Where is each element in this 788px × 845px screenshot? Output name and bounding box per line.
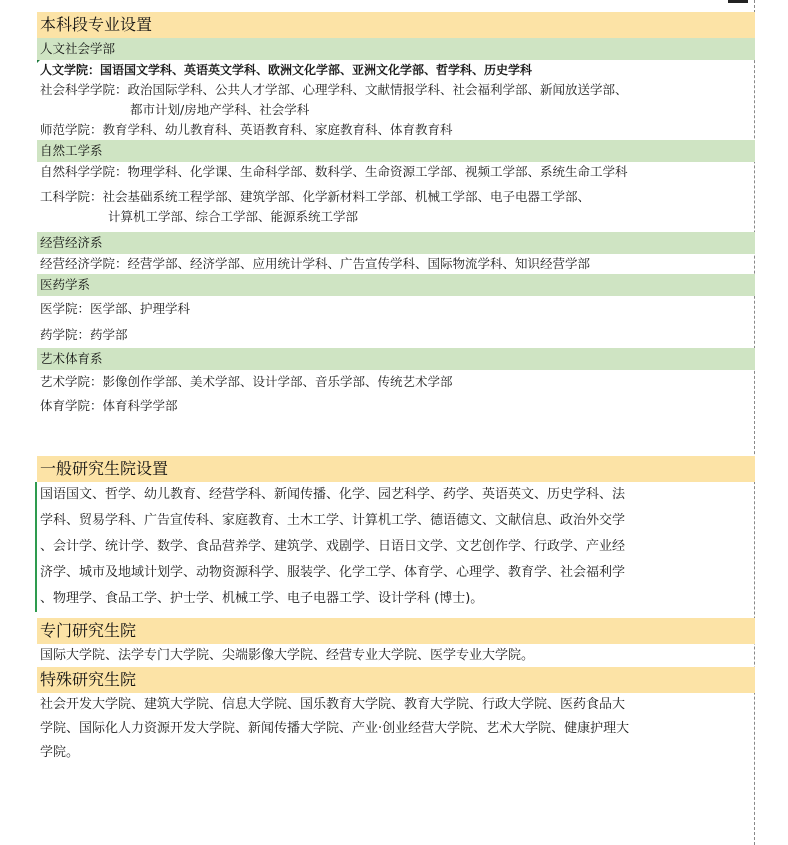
general-grad-block xyxy=(37,456,755,612)
row-sports-college: 体育学院：体育科学学部 xyxy=(40,398,178,413)
undergrad-title: 本科段专业设置 xyxy=(37,12,755,38)
undergrad-block xyxy=(37,12,755,418)
row-engineering-college: 工科学院：社会基础系统工程学部、建筑学部、化学新材料工学部、机械工学部、电子电器工学部、 计算机工学部、综合工学部、能源系统工学部 xyxy=(40,189,591,224)
special-grad2-title: 特殊研究生院 xyxy=(37,667,755,693)
sheet xyxy=(37,12,755,765)
row-social-science-college: 社会科学学院：政治国际学科、公共人才学部、心理学科、文献情报学科、社会福利学部、新闻放送学部、 都市计划/房地产学科、社会学科 xyxy=(40,82,628,117)
row-humanities-college: 人文学院：国语国文学科、英语英文学科、欧洲文化学部、亚洲文化学部、哲学科、历史学科 xyxy=(37,60,755,80)
cell-marker xyxy=(37,60,40,64)
special-grad-list: 国际大学院、法学专门大学院、尖端影像大学院、经营专业大学院、医学专业大学院。 xyxy=(40,648,535,663)
special-grad-title: 专门研究生院 xyxy=(37,618,755,644)
special-grad2-list: 社会开发大学院、建筑大学院、信息大学院、国乐教育大学院、教育大学院、行政大学院、医药食品大 学院、国际化人力资源开发大学院、新闻传播大学院、产业·创业经营大学院、艺术大学院、健康护理大 学院。 xyxy=(40,697,630,760)
row-arts-college: 艺术学院：影像创作学部、美术学部、设计学部、音乐学部、传统艺术学部 xyxy=(40,374,453,389)
corner-mark xyxy=(728,0,748,3)
row-natural-science-college: 自然科学学院：物理学科、化学课、生命科学部、数科学、生命资源工学部、视频工学部、系统生命工学科 xyxy=(40,164,628,179)
special-grad-block xyxy=(37,618,755,667)
dept-natural-engineering: 自然工学系 xyxy=(37,140,755,162)
special-grad2-block xyxy=(37,667,755,765)
row-normal-college: 师范学院：教育学科、幼儿教育科、英语教育科、家庭教育科、体育教育科 xyxy=(40,122,453,137)
row-business-college: 经营经济学院：经营学部、经济学部、应用统计学科、广告宣传学科、国际物流学科、知识经营学部 xyxy=(40,256,591,271)
dept-business-economics: 经营经济系 xyxy=(37,232,755,254)
general-grad-title: 一般研究生院设置 xyxy=(37,456,755,482)
row-pharmacy-college: 药学院：药学部 xyxy=(40,327,128,342)
general-grad-majors: 国语国文、哲学、幼儿教育、经营学科、新闻传播、化学、园艺科学、药学、英语英文、历史学科、法 学科、贸易学科、广告宣传科、家庭教育、土木工学、计算机工学、德语德文、文献信息、政治外交学 、会计学、统计学、数学、食品营养学、建筑学、戏剧学、日语日文学、文艺创作学、行政学、产业经 济学、城市及地域计划学、动物资源科学、服装学、化学工学、体育学、心理学、教育学、社会福利学 、物理学、食品工学、护士学、机械工学、电子电器工学、设计学科 (博士)。 xyxy=(35,482,755,612)
dept-arts-sports: 艺术体育系 xyxy=(37,348,755,370)
dept-medicine-pharmacy: 医药学系 xyxy=(37,274,755,296)
row-medical-college: 医学院：医学部、护理学科 xyxy=(40,301,191,316)
dept-humanities: 人文社会学部 xyxy=(37,38,755,60)
